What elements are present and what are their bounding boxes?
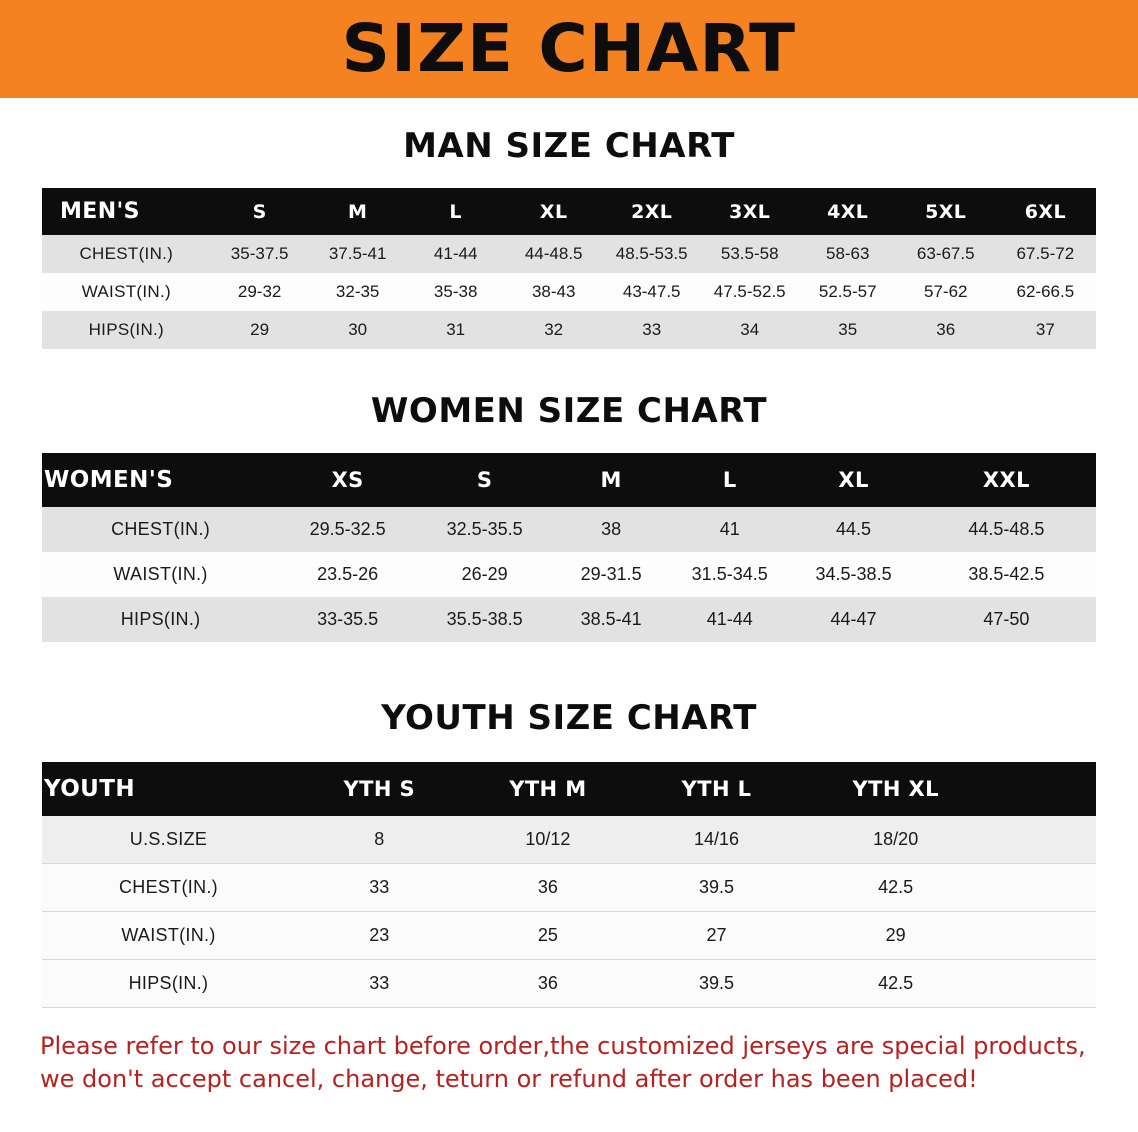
table-header-row [42, 188, 1096, 235]
youth-r0-c1: 10/12 [464, 816, 633, 864]
youth-r1-c3: 42.5 [801, 864, 991, 912]
men-r1-c2: 35-38 [407, 273, 505, 311]
youth-r1-c2: 39.5 [632, 864, 801, 912]
youth-r0-c2: 14/16 [632, 816, 801, 864]
men-r0-c1: 37.5-41 [309, 235, 407, 273]
man-table-wrap [42, 188, 1096, 349]
youth-table-head [42, 762, 1096, 816]
table-row [42, 960, 1096, 1008]
men-r2-c8: 37 [995, 311, 1096, 349]
women-table-body [42, 507, 1096, 642]
women-r2-c0: 33-35.5 [279, 597, 416, 642]
youth-col-spacer [991, 762, 1096, 816]
table-row [42, 912, 1096, 960]
youth-corner-label: YOUTH [42, 762, 295, 816]
table-header-row [42, 453, 1096, 507]
women-col-3: L [669, 453, 790, 507]
women-r2-c3: 41-44 [669, 597, 790, 642]
youth-r2-c1: 25 [464, 912, 633, 960]
women-section-title: WOMEN SIZE CHART [370, 391, 768, 431]
women-r0-c4: 44.5 [790, 507, 916, 552]
women-r2-c5: 47-50 [917, 597, 1096, 642]
youth-r2-c3: 29 [801, 912, 991, 960]
men-r2-c7: 36 [897, 311, 995, 349]
youth-size-table [42, 762, 1096, 1008]
men-col-1: M [309, 188, 407, 235]
men-r2-c1: 30 [309, 311, 407, 349]
youth-r3-spacer [991, 960, 1096, 1008]
women-r2-c4: 44-47 [790, 597, 916, 642]
men-r1-c3: 38-43 [505, 273, 603, 311]
page-title: SIZE CHART [341, 10, 797, 87]
women-r0-c2: 38 [553, 507, 669, 552]
men-col-2: L [407, 188, 505, 235]
youth-table-wrap [42, 762, 1096, 1008]
women-row-0-label: CHEST(IN.) [42, 507, 279, 552]
men-r1-c0: 29-32 [211, 273, 309, 311]
men-r0-c0: 35-37.5 [211, 235, 309, 273]
table-row [42, 552, 1096, 597]
men-r2-c5: 34 [701, 311, 799, 349]
women-r1-c3: 31.5-34.5 [669, 552, 790, 597]
men-size-table [42, 188, 1096, 349]
men-col-5: 3XL [701, 188, 799, 235]
men-r0-c3: 44-48.5 [505, 235, 603, 273]
youth-col-3: YTH XL [801, 762, 991, 816]
men-col-0: S [211, 188, 309, 235]
women-col-1: S [416, 453, 553, 507]
women-r0-c3: 41 [669, 507, 790, 552]
youth-col-1: YTH M [464, 762, 633, 816]
women-r1-c4: 34.5-38.5 [790, 552, 916, 597]
men-r2-c0: 29 [211, 311, 309, 349]
men-corner-label: MEN'S [42, 188, 211, 235]
youth-col-0: YTH S [295, 762, 464, 816]
youth-row-2-label: WAIST(IN.) [42, 912, 295, 960]
men-r2-c3: 32 [505, 311, 603, 349]
youth-r0-spacer [991, 816, 1096, 864]
women-row-1-label: WAIST(IN.) [42, 552, 279, 597]
youth-r3-c0: 33 [295, 960, 464, 1008]
women-table-head [42, 453, 1096, 507]
men-r2-c4: 33 [603, 311, 701, 349]
men-row-0-label: CHEST(IN.) [42, 235, 211, 273]
men-r1-c1: 32-35 [309, 273, 407, 311]
men-row-1-label: WAIST(IN.) [42, 273, 211, 311]
men-r1-c6: 52.5-57 [799, 273, 897, 311]
table-row [42, 597, 1096, 642]
men-col-6: 4XL [799, 188, 897, 235]
women-col-0: XS [279, 453, 416, 507]
table-row [42, 311, 1096, 349]
men-col-7: 5XL [897, 188, 995, 235]
men-r2-c6: 35 [799, 311, 897, 349]
table-header-row [42, 762, 1096, 816]
men-r0-c7: 63-67.5 [897, 235, 995, 273]
women-size-table [42, 453, 1096, 642]
youth-col-2: YTH L [632, 762, 801, 816]
order-policy-note [40, 1030, 1098, 1096]
men-row-2-label: HIPS(IN.) [42, 311, 211, 349]
table-row [42, 507, 1096, 552]
table-row [42, 816, 1096, 864]
table-row [42, 235, 1096, 273]
men-r0-c8: 67.5-72 [995, 235, 1096, 273]
table-row [42, 864, 1096, 912]
men-col-4: 2XL [603, 188, 701, 235]
women-r2-c2: 38.5-41 [553, 597, 669, 642]
men-table-head [42, 188, 1096, 235]
men-r0-c5: 53.5-58 [701, 235, 799, 273]
women-r1-c0: 23.5-26 [279, 552, 416, 597]
women-r0-c1: 32.5-35.5 [416, 507, 553, 552]
youth-r3-c2: 39.5 [632, 960, 801, 1008]
women-col-2: M [553, 453, 669, 507]
women-col-5: XXL [917, 453, 1096, 507]
youth-section-title: YOUTH SIZE CHART [381, 698, 757, 738]
men-r0-c4: 48.5-53.5 [603, 235, 701, 273]
table-row [42, 273, 1096, 311]
women-corner-label: WOMEN'S [42, 453, 279, 507]
man-section-title: MAN SIZE CHART [403, 126, 735, 166]
men-r2-c2: 31 [407, 311, 505, 349]
order-policy-note-line2: we don't accept cancel, change, teturn or refund after order has been placed! [40, 1065, 978, 1094]
men-r1-c8: 62-66.5 [995, 273, 1096, 311]
youth-r2-c0: 23 [295, 912, 464, 960]
youth-row-0-label: U.S.SIZE [42, 816, 295, 864]
youth-r0-c3: 18/20 [801, 816, 991, 864]
youth-r3-c3: 42.5 [801, 960, 991, 1008]
men-table-body [42, 235, 1096, 349]
page-banner [0, 0, 1138, 98]
youth-r0-c0: 8 [295, 816, 464, 864]
men-col-3: XL [505, 188, 603, 235]
order-policy-note-line1: Please refer to our size chart before order,the customized jerseys are special products, [40, 1032, 1086, 1060]
men-r0-c2: 41-44 [407, 235, 505, 273]
men-col-8: 6XL [995, 188, 1096, 235]
men-r1-c4: 43-47.5 [603, 273, 701, 311]
youth-r1-c0: 33 [295, 864, 464, 912]
youth-r2-c2: 27 [632, 912, 801, 960]
women-r0-c5: 44.5-48.5 [917, 507, 1096, 552]
women-r1-c1: 26-29 [416, 552, 553, 597]
youth-row-1-label: CHEST(IN.) [42, 864, 295, 912]
men-r1-c5: 47.5-52.5 [701, 273, 799, 311]
men-r0-c6: 58-63 [799, 235, 897, 273]
women-r0-c0: 29.5-32.5 [279, 507, 416, 552]
women-r2-c1: 35.5-38.5 [416, 597, 553, 642]
youth-row-3-label: HIPS(IN.) [42, 960, 295, 1008]
women-table-wrap [42, 453, 1096, 642]
women-col-4: XL [790, 453, 916, 507]
women-r1-c5: 38.5-42.5 [917, 552, 1096, 597]
women-r1-c2: 29-31.5 [553, 552, 669, 597]
youth-r1-spacer [991, 864, 1096, 912]
youth-table-body [42, 816, 1096, 1008]
youth-r2-spacer [991, 912, 1096, 960]
women-row-2-label: HIPS(IN.) [42, 597, 279, 642]
youth-r3-c1: 36 [464, 960, 633, 1008]
youth-r1-c1: 36 [464, 864, 633, 912]
men-r1-c7: 57-62 [897, 273, 995, 311]
